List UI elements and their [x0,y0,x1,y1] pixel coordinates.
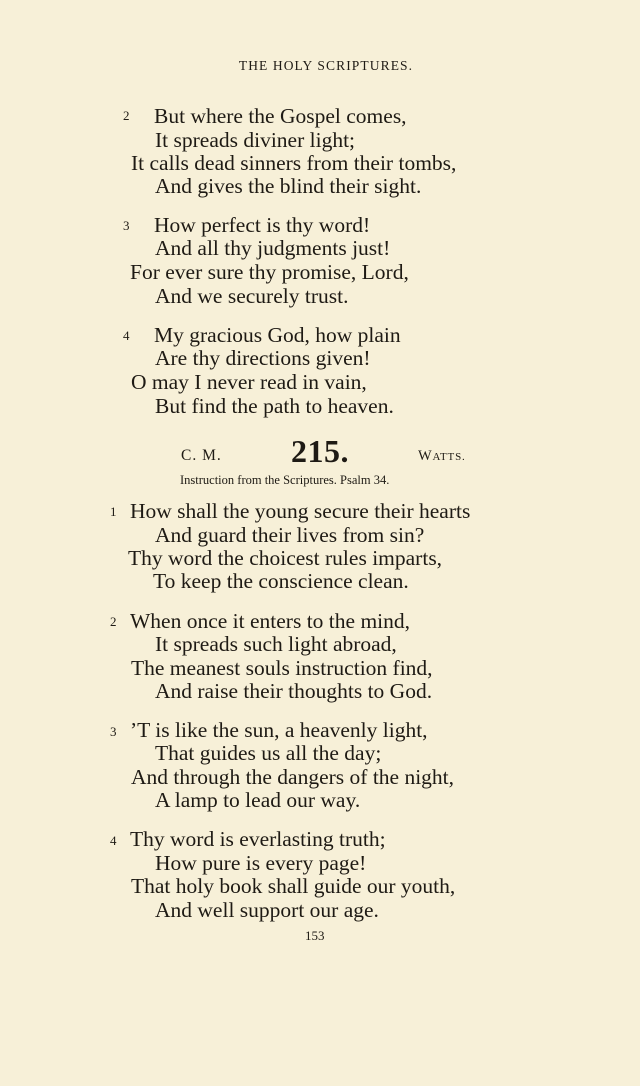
hymn-author [418,448,466,465]
verse-line: When once it enters to the mind, [130,609,411,633]
verse-line: And we securely trust. [155,284,349,308]
verse-line: Thy word the choicest rules imparts, [128,546,443,570]
author-initial: W [418,448,433,464]
verse-line: That holy book shall guide our youth, [131,874,456,898]
verse-line: A lamp to lead our way. [155,788,361,812]
verse-line: It spreads diviner light; [155,128,356,152]
verse-line: O may I never read in vain, [131,370,367,394]
verse-line: To keep the conscience clean. [153,569,409,593]
verse-line: And through the dangers of the night, [131,765,455,789]
page-number: 153 [305,928,325,943]
verse-line: That guides us all the day; [155,741,382,765]
verse-line: And raise their thoughts to God. [155,679,433,703]
verse-line: My gracious God, how plain [154,323,401,347]
verse-line: And well support our age. [155,898,379,922]
verse-line: For ever sure thy promise, Lord, [130,260,409,284]
hymn-number: 215. [291,433,349,469]
stanza-number: 3 [123,218,130,233]
hymn-meter: C. M. [181,447,222,464]
verse-line: The meanest souls instruction find, [131,656,433,680]
stanza-number: 2 [110,614,117,629]
stanza-number: 3 [110,724,117,739]
stanza-number: 4 [123,328,130,343]
running-title: THE HOLY SCRIPTURES. [238,58,414,73]
stanza-number: 2 [123,108,130,123]
verse-line: It spreads such light abroad, [155,632,397,656]
verse-line: How pure is every page! [155,851,367,875]
verse-line: It calls dead sinners from their tombs, [131,151,457,175]
verse-line: And gives the blind their sight. [155,174,422,198]
verse-line: And all thy judgments just! [155,236,391,260]
verse-line: And guard their lives from sin? [155,523,425,547]
verse-line: Are thy directions given! [155,346,371,370]
verse-line: But find the path to heaven. [155,394,394,418]
verse-line: Thy word is everlasting truth; [130,827,386,851]
verse-line: ’T is like the sun, a heavenly light, [130,718,428,742]
stanza-number: 1 [110,504,117,519]
stanza-number: 4 [110,833,117,848]
verse-line: But where the Gospel comes, [154,104,407,128]
author-rest: ATTS. [432,451,466,463]
verse-line: How perfect is thy word! [154,213,371,237]
hymn-subtitle: Instruction from the Scriptures. Psalm 34. [180,473,390,487]
verse-line: How shall the young secure their hearts [130,499,471,523]
